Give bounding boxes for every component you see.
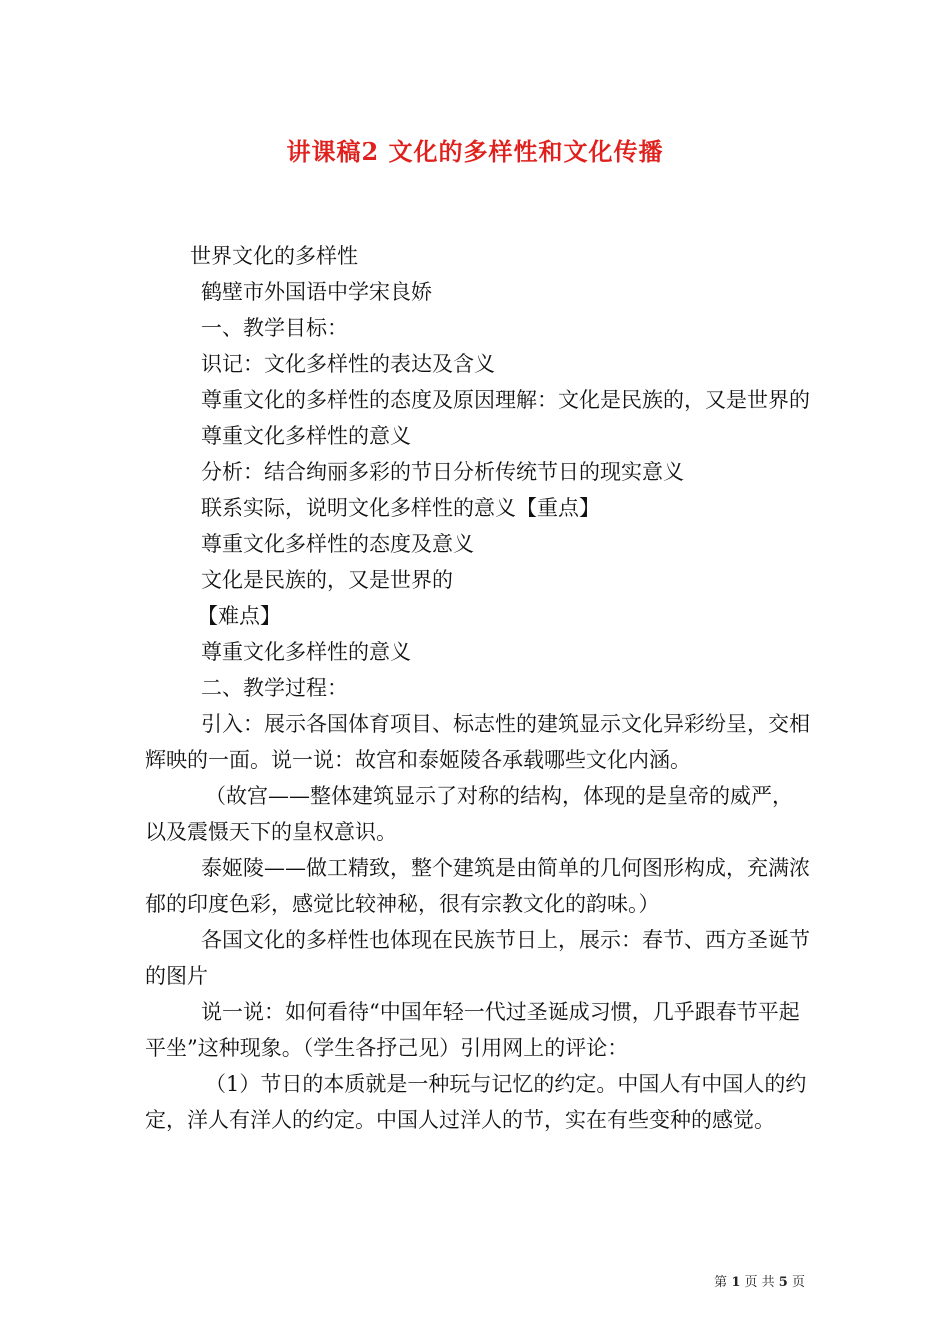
paragraph: 一、教学目标：	[201, 316, 348, 340]
paragraph: 分析：结合绚丽多彩的节日分析传统节日的现实意义	[201, 460, 684, 484]
paragraph: 尊重文化多样性的意义	[201, 640, 411, 664]
paragraph: 文化是民族的，又是世界的	[201, 568, 453, 592]
paragraph: 尊重文化多样性的意义	[201, 424, 411, 448]
paragraph: 尊重文化多样性的态度及意义	[201, 532, 474, 556]
paragraph: 识记：文化多样性的表达及含义	[201, 352, 495, 376]
section-heading: 世界文化的多样性	[190, 244, 358, 268]
page-footer	[714, 1271, 805, 1290]
paragraph: 二、教学过程：	[201, 676, 348, 700]
footer-suffix: 页	[791, 1275, 805, 1290]
paragraph: 尊重文化的多样性的态度及原因理解：文化是民族的，又是世界的	[201, 388, 810, 412]
paragraph: 引入：展示各国体育项目、标志性的建筑显示文化异彩纷呈，交相辉映的一面。说一说：故宫和泰姬陵各承载哪些文化内涵。	[145, 712, 810, 772]
document-title: 讲课稿2 文化的多样性和文化传播	[286, 137, 664, 166]
author-line: 鹤壁市外国语中学宋良娇	[201, 280, 432, 304]
paragraph: 各国文化的多样性也体现在民族节日上，展示：春节、西方圣诞节的图片	[145, 928, 810, 988]
page-number: 1	[731, 1275, 741, 1290]
paragraph: 【难点】	[197, 604, 281, 628]
paragraph: 联系实际，说明文化多样性的意义【重点】	[201, 496, 600, 520]
paragraph: 泰姬陵——做工精致，整个建筑是由简单的几何图形构成，充满浓郁的印度色彩，感觉比较神秘，很有宗教文化的韵味。）	[145, 856, 810, 916]
paragraph: 说一说：如何看待“中国年轻一代过圣诞成习惯，几乎跟春节平起平坐”这种现象。（学生各抒己见）引用网上的评论：	[145, 1000, 800, 1060]
page-total: 5	[778, 1275, 788, 1290]
footer-prefix: 第	[714, 1275, 728, 1290]
paragraph: （故宫——整体建筑显示了对称的结构，体现的是皇帝的威严，以及震慑天下的皇权意识。	[145, 784, 793, 844]
document-body	[145, 238, 813, 1138]
paragraph: （1）节日的本质就是一种玩与记忆的约定。中国人有中国人的约定，洋人有洋人的约定。中国人过洋人的节，实在有些变种的感觉。	[145, 1072, 807, 1132]
footer-middle: 页 共	[744, 1275, 775, 1290]
